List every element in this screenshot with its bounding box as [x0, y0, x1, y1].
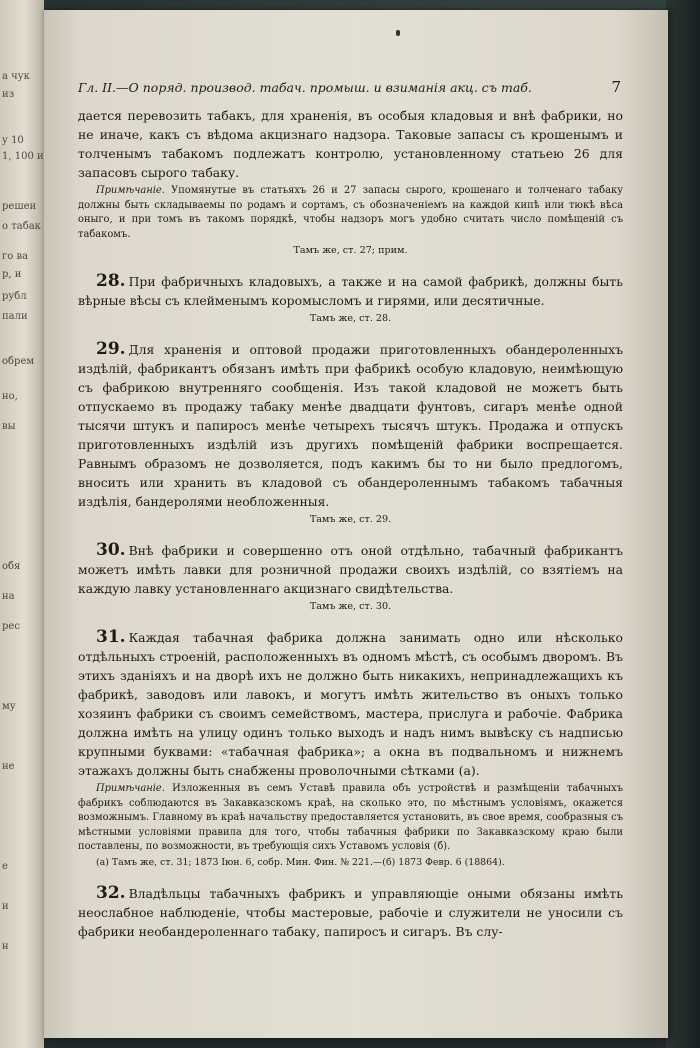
left-page-text-fragment: а чук [2, 71, 30, 82]
article-32 [78, 884, 623, 941]
left-page-text-fragment: обрем [2, 356, 35, 367]
article-text: Внѣ фабрики и совершенно отъ оной отдѣльно, табачный фабрикантъ можетъ имѣть лавки для розничной продажи своихъ издѣлій, со взятіемъ на каждую лавку установленнаго акцизнаго свидѣтельства. [78, 543, 623, 596]
left-page-text-fragment: е [2, 861, 8, 872]
article-paragraph [78, 541, 623, 598]
article-number: 28. [96, 271, 126, 291]
left-page-text-fragment: вы [2, 421, 16, 432]
article-paragraph [78, 340, 623, 511]
left-page-text-fragment: му [2, 701, 16, 712]
note-label: Примѣчаніе. [96, 185, 165, 196]
source-reference: Тамъ же, ст. 27; прим. [293, 245, 408, 256]
article-number: 31. [96, 627, 126, 647]
left-page-text-fragment: и [2, 901, 9, 912]
left-page-text-fragment: но, [2, 391, 18, 402]
left-page-text-fragment: р, и [2, 269, 22, 280]
note-text: Упомянутые въ статьяхъ 26 и 27 запасы сырого, крошенаго и толченаго табаку должны быть складываемы по родамъ и сортамъ, съ обозначеніемъ на каждой кипѣ или тюкѣ вѣса оныго, и при томъ въ такомъ порядкѣ, чтобы надзоръ могъ удобно считать число помѣщеній съ табакомъ. [78, 185, 623, 240]
left-page-text-fragment: у 10 [2, 135, 24, 146]
footnote-reference: (а) Тамъ же, ст. 31; 1873 Іюн. 6, собр. Мин. Фин. № 221.—(б) 1873 Февр. 6 (18864). [96, 856, 505, 868]
article-text: Владѣльцы табачныхъ фабрикъ и управляющіе оными обязаны имѣть неослабное наблюденіе, чтобы мастеровые, рабочіе и служители не уносили съ фабрики необандероленнаго табаку, папиросъ и сигаръ. Въ слу- [78, 885, 623, 939]
article-31 [78, 628, 623, 870]
source-reference: Тамъ же, ст. 30. [309, 601, 392, 612]
left-page-text-fragment: рес [2, 621, 20, 632]
article-30 [78, 541, 623, 614]
book-cover-edge [666, 0, 700, 1048]
left-page-text-fragment: 1, 100 и [2, 151, 44, 162]
article-note [78, 782, 623, 855]
running-head-title: Гл. II.—О поряд. производ. табач. промыш. и взиманія акц. съ таб. [78, 80, 532, 95]
page-number: 7 [611, 78, 621, 96]
intro-note [78, 184, 623, 242]
left-page-text-fragment: решеи [2, 201, 37, 212]
article-28 [78, 272, 623, 326]
page-mark [396, 30, 400, 36]
article-text: Для храненія и оптовой продажи приготовленныхъ обандероленныхъ издѣлій, фабрикантъ обязанъ имѣть при фабрикѣ особую кладовую, неимѣющую съ фабрикою внутренняго сообщенія. Изъ такой кладовой не можетъ быть отпускаемо въ продажу табаку менѣе двадцати фунтовъ, сигаръ менѣе одной тысячи штукъ и папиросъ менѣе четырехъ тысячъ штукъ. Продажа и отпускъ приготовленныхъ издѣлій изъ другихъ помѣщеній фабрики воспрещается. Равнымъ образомъ не дозволяется, подъ какимъ бы то ни было предлогомъ, вносить или хранить въ кладовой съ обандероленнымъ табакомъ табачныя издѣлія, бандеролями необложенныя. [78, 342, 623, 509]
left-page-text-fragment: не [2, 761, 15, 772]
article-text: При фабричныхъ кладовыхъ, а также и на самой фабрикѣ, должны быть вѣрные вѣсы съ клейменымъ коромысломъ и гирями, или десятичные. [78, 274, 623, 308]
left-page-text-fragment: обя [2, 561, 21, 572]
running-head [78, 78, 623, 96]
left-page-text-fragment: рубл [2, 291, 27, 302]
page-content [78, 78, 623, 941]
source-reference: Тамъ же, ст. 29. [309, 514, 392, 525]
left-page-text-fragment: из [2, 89, 15, 100]
article-29 [78, 340, 623, 527]
note-text: Изложенныя въ семъ Уставѣ правила объ устройствѣ и размѣщеніи табачныхъ фабрикъ соблюдаются въ Закавказскомъ краѣ, на сколько это, по мѣстнымъ условіямъ, окажется возможнымъ. Главному въ краѣ начальству предоставляется установить, въ свое время, сообразныя съ мѣстными условіями правила для того, чтобы табачныя фабрики по Закавказскому краю были поставлены, по возможности, въ требующія сихъ Уставомъ условія (б). [78, 783, 624, 852]
article-text: Каждая табачная фабрика должна занимать одно или нѣсколько отдѣльныхъ строеній, расположенныхъ въ одномъ мѣстѣ, съ особымъ дворомъ. Въ этихъ зданіяхъ и на дворѣ ихъ не должно быть никакихъ, непринадлежащихъ къ фабрикѣ, заводовъ или лавокъ, и могутъ имѣть жительство въ оныхъ только хозяинъ фабрики съ своимъ семействомъ, мастера, прислуга и рабочіе. Фабрика должна имѣть на улицу одинъ только выходъ и надъ нимъ вывѣску съ надписью крупными буквами: «табачная фабрика»; а окна въ подвальномъ и нижнемъ этажахъ должны быть снабжены проволочными сѣтками (а). [78, 630, 623, 778]
article-number: 29. [96, 339, 126, 359]
left-facing-page [0, 0, 44, 1048]
left-page-text-fragment: пали [2, 311, 28, 322]
article-paragraph [78, 628, 623, 780]
article-paragraph [78, 884, 623, 941]
left-page-text-fragment: на [2, 591, 15, 602]
note-label: Примѣчаніе. [96, 783, 165, 794]
article-number: 30. [96, 540, 126, 560]
article-number: 32. [96, 882, 126, 903]
intro-paragraph: дается перевозить табакъ, для храненія, въ особыя кладовыя и внѣ фабрики, но не иначе, какъ съ вѣдома акцизнаго надзора. Таковые запасы съ крошенымъ и толченымъ табакомъ подлежатъ контролю, установленному статьею 26 для запасовъ сырого табаку. [78, 108, 623, 180]
left-page-text-fragment: го ва [2, 251, 29, 262]
left-page-text-fragment: н [2, 941, 9, 952]
source-reference: Тамъ же, ст. 28. [309, 313, 392, 324]
left-page-text-fragment: о табак [2, 221, 41, 232]
book-page [44, 10, 668, 1038]
article-paragraph [78, 272, 623, 310]
